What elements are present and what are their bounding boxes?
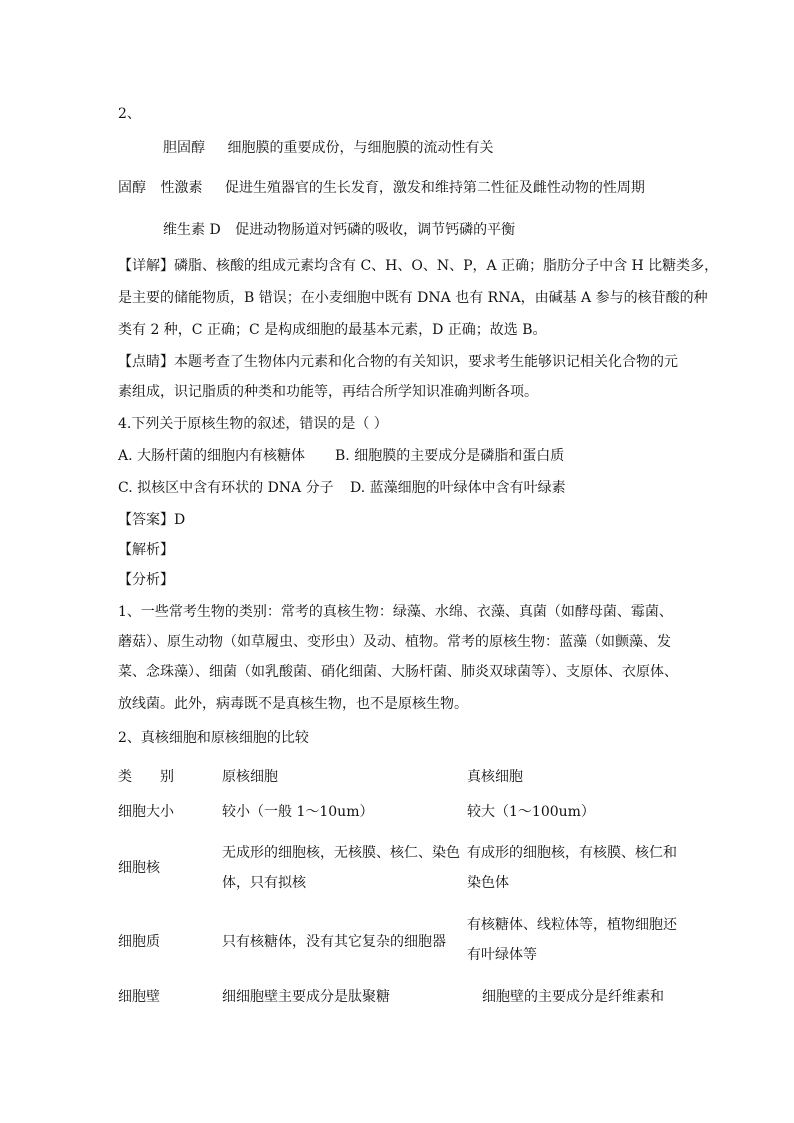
explanation-tag: 【详解】 [118,258,174,274]
lipid-row-vitamin-d [163,220,515,240]
question-stem: 4.下列关于原核生物的叙述，错误的是（ ） [118,416,388,432]
table-header-category: 类 别 [118,769,174,785]
point1-line-2: 蘑菇）、原生动物（如草履虫、变形虫）及动、植物。常考的原核生物：蓝藻（如颤藻、发 [118,634,671,650]
explanation-line-3: 类有 2 种，C 正确；C 是构成细胞的最基本元素，D 正确；故选 B。 [118,322,547,338]
lipid-desc: 促进动物肠道对钙磷的吸收，调节钙磷的平衡 [235,222,516,238]
lipid-desc: 促进生殖器官的生长发育，激发和维持第二性征及雌性动物的性周期 [224,180,645,196]
table-row-nucleus-prokaryote-2: 体，只有拟核 [222,875,306,891]
table-row-nucleus-prokaryote-1: 无成形的细胞核，无核膜、核仁、染色 [222,845,460,861]
lipid-name: 维生素 D [163,222,221,238]
table-row-size-eukaryote: 较大（1～100um） [467,804,595,820]
point2-heading: 2、真核细胞和原核细胞的比较 [118,730,309,746]
table-row-cytoplasm-eukaryote-1: 有核糖体、线粒体等，植物细胞还 [467,917,677,933]
table-row-wall-label: 细胞壁 [118,989,160,1005]
explanation-text: 磷脂、核酸的组成元素均含有 C、H、O、N、P，A 正确；脂肪分子中含 H 比糖类多， [174,258,719,274]
table-row-cytoplasm-label: 细胞质 [118,934,160,950]
table-row-cytoplasm-eukaryote-2: 有叶绿体等 [467,947,537,963]
analysis-subheading: 【分析】 [118,572,174,588]
table-row-size-label: 细胞大小 [118,804,174,820]
table-row-nucleus-eukaryote-2: 染色体 [467,875,509,891]
item-number: 2、 [118,106,141,122]
point1-line-3: 菜、念珠藻）、细菌（如乳酸菌、硝化细菌、大肠杆菌、肺炎双球菌等）、支原体、衣原体、 [118,664,678,680]
table-row-wall-eukaryote: 细胞壁的主要成分是纤维素和 [482,989,664,1005]
lipid-row-cholesterol [163,138,493,158]
point1-line-4: 放线菌。此外，病毒既不是真核生物，也不是原核生物。 [118,696,468,712]
table-row-wall-prokaryote: 细细胞壁主要成分是肽聚糖 [222,989,390,1005]
explanation-line-1 [118,256,718,276]
lipid-desc: 细胞膜的重要成份，与细胞膜的流动性有关 [227,140,494,156]
lipid-name: 性激素 [160,180,203,196]
option-a: A. 大肠杆菌的细胞内有核糖体 [118,448,306,464]
comment-line-1 [118,352,678,372]
table-row-cytoplasm-prokaryote: 只有核糖体，没有其它复杂的细胞器 [222,934,446,950]
comment-text: 本题考查了生物体内元素和化合物的有关知识，要求考生能够识记相关化合物的元 [174,354,678,370]
lipid-row-sex-hormone [118,178,645,198]
explanation-line-2: 是主要的储能物质，B 错误；在小麦细胞中既有 DNA 也有 RNA，由碱基 A 参与的核苷酸的种 [118,290,708,306]
table-row-size-prokaryote: 较小（一般 1～10um） [222,804,374,820]
option-d: D. 蓝藻细胞的叶绿体中含有叶绿素 [350,480,566,496]
lipid-category: 固醇 [118,180,146,196]
table-header-prokaryote: 原核细胞 [222,769,278,785]
answer: 【答案】D [118,512,186,528]
point1-line-1: 1、一些常考生物的类别：常考的真核生物：绿藻、水绵、衣藻、真菌（如酵母菌、霉菌、 [118,604,673,620]
comment-line-2: 素组成，识记脂质的种类和功能等，再结合所学知识准确判断各项。 [118,384,538,400]
option-b: B. 细胞膜的主要成分是磷脂和蛋白质 [335,448,565,464]
option-c: C. 拟核区中含有环状的 DNA 分子 [118,480,334,496]
lipid-name: 胆固醇 [163,140,205,156]
table-row-nucleus-eukaryote-1: 有成形的细胞核，有核膜、核仁和 [467,845,677,861]
table-header-eukaryote: 真核细胞 [467,769,523,785]
table-row-nucleus-label: 细胞核 [118,860,160,876]
analysis-heading: 【解析】 [118,542,174,558]
comment-tag: 【点睛】 [118,354,174,370]
